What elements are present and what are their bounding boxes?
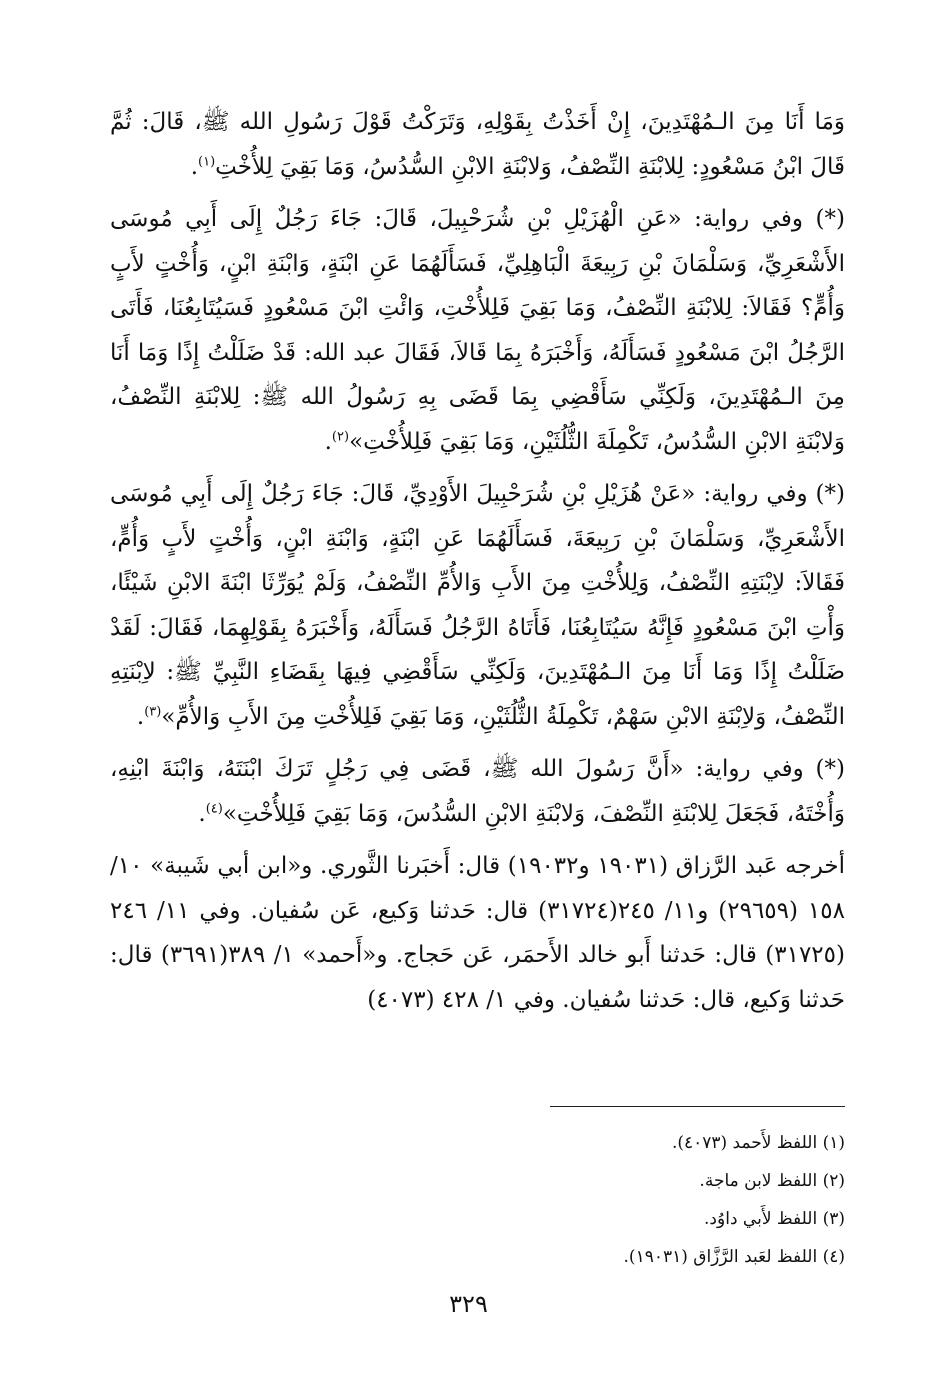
footnote-ref[interactable]: (٢): [331, 428, 350, 444]
footnotes: [110, 1124, 845, 1276]
footnote: (٣) اللفظ لأَبي داوُد.: [704, 1209, 845, 1229]
paragraph: (*) وفي رواية: «عَنْ هُزَيْلِ بْنِ شُرَحْبِيلَ الأَوْدِيِّ، قَالَ: جَاءَ رَجُلٌ إِلَى أَبِي مُوسَى الأَشْعَرِيِّ، وَسَلْمَانَ بْنِ رَبِيعَةَ، فَسَأَلَهُمَا عَنِ ابْنَةٍ، وَابْنَةِ ابْنٍ، وَأُخْتٍ لأَبٍ وَأُمٍّ، فَقَالاَ: لاِبْنَتِهِ النِّصْفُ، وَلِلأُخْتِ مِنَ الأَبِ وَالأُمِّ النِّصْفُ، وَلَمْ يُوَرِّثَا ابْنَةَ الابْنِ شَيْئًا، وَأْتِ ابْنَ مَسْعُودٍ فَإِنَّهُ سَيُتَابِعُنَا، فَأَتَاهُ الرَّجُلُ فَسَأَلَهُ، وَأَخْبَرَهُ بِقَوْلِهِمَا، فَقَالَ: لَقَدْ ضَلَلْتُ إِذًا وَمَا أَنَا مِنَ الـمُهْتَدِينَ، وَلَكِنِّي سَأَقْضِي فِيهَا بِقَضَاءِ النَّبِيِّ ﷺ: لاِبْنَتِهِ النِّصْفُ، وَلاِبْنَةِ الابْنِ سَهْمٌ، تَكْمِلَةُ الثُّلُثَيْنِ، وَمَا بَقِيَ فَلِلأُخْتِ مِنَ الأَبِ وَالأُمِّ»$^{(٣)}$.: [110, 481, 845, 730]
page-number: ٣٢٩: [449, 1290, 488, 1318]
paragraph: (*) وفي رواية: «عَنِ الْهُزَيْلِ بْنِ شُرَحْبِيلَ، قَالَ: جَاءَ رَجُلٌ إِلَى أَبِي مُوسَى الأَشْعَرِيِّ، وَسَلْمَانَ بْنِ رَبِيعَةَ الْبَاهِلِيِّ، فَسَأَلَهُمَا عَنِ ابْنَةٍ، وَابْنَةِ ابْنٍ، وَأُخْتٍ لأَبٍ وَأُمٍّ؟ فَقَالاَ: لِلابْنَةِ النِّصْفُ، وَمَا بَقِيَ فَلِلأُخْتِ، وَائْتِ ابْنَ مَسْعُودٍ فَسَيُتَابِعُنَا، فَأَتَى الرَّجُلُ ابْنَ مَسْعُودٍ فَسَأَلَهُ، وَأَخْبَرَهُ بِمَا قَالاَ، فَقَالَ عبد الله: قَدْ ضَلَلْتُ إِذًا وَمَا أَنَا مِنَ الـمُهْتَدِينَ، وَلَكِنِّي سَأَقْضِي بِمَا قَضَى بِهِ رَسُولُ الله ﷺ: لِلابْنَةِ النِّصْفُ، وَلابْنَةِ الابْنِ السُّدُسُ، تَكْمِلَةَ الثُّلُثَيْنِ، وَمَا بَقِيَ فَلِلأُخْتِ»$^{(٢)}$.: [110, 206, 845, 455]
footnote-ref[interactable]: (٣): [144, 703, 162, 719]
paragraph: (*) وفي رواية: «أَنَّ رَسُولَ الله ﷺ، قَضَى فِي رَجُلٍ تَرَكَ ابْنَتَهُ، وَابْنَةَ ابْنِهِ، وَأُخْتَهُ، فَجَعَلَ لِلابْنَةِ النِّصْفَ، وَلابْنَةِ الابْنِ السُّدُسَ، وَمَا بَقِيَ فَلِلأُخْتِ»$^{(٤)}$.: [110, 756, 845, 827]
main-text: [110, 100, 845, 1022]
paragraph: وَمَا أَنَا مِنَ الـمُهْتَدِينَ، إِنْ أَخَذْتُ بِقَوْلِهِ، وَتَرَكْتُ قَوْلَ رَسُولِ الله ﷺ، قَالَ: ثُمَّ قَالَ ابْنُ مَسْعُودٍ: لِلابْنَةِ النِّصْفُ، وَلابْنَةِ الابْنِ السُّدُسُ، وَمَا بَقِيَ لِلأُخْتِ$^{(١)}$.: [110, 109, 845, 180]
footnote-ref[interactable]: (١): [198, 153, 216, 169]
paragraph: [110, 844, 845, 1022]
footnote: (٤) اللفظ لعَبد الرَّزَّاق (١٩٠٣١).: [623, 1247, 845, 1267]
footnote-separator: [550, 1106, 845, 1107]
footnote: (١) اللفظ لأَحمد (٤٠٧٣).: [671, 1133, 845, 1153]
paragraph-text: (*) وفي رواية: «عَنِ الْهُزَيْلِ بْنِ شُرَحْبِيلَ، قَالَ: جَاءَ رَجُلٌ إِلَى أَبِي مُوسَى الأَشْعَرِيِّ، وَسَلْمَانَ بْنِ رَبِيعَةَ الْبَاهِلِيِّ، فَسَأَلَهُمَا عَنِ ابْنَةٍ، وَابْنَةِ ابْنٍ، وَأُخْتٍ لأَبٍ وَأُمٍّ؟ فَقَالاَ: لِلابْنَةِ النِّصْفُ، وَمَا بَقِيَ فَلِلأُخْتِ، وَائْتِ ابْنَ مَسْعُودٍ فَسَيُتَابِعُنَا، فَأَتَى الرَّجُلُ ابْنَ مَسْعُودٍ فَسَأَلَهُ، وَأَخْبَرَهُ بِمَا قَالاَ، فَقَالَ عبد الله: قَدْ ضَلَلْتُ إِذًا وَمَا أَنَا مِنَ الـمُهْتَدِينَ، وَلَكِنِّي سَأَقْضِي بِمَا قَضَى بِهِ رَسُولُ الله ﷺ: لِلابْنَةِ النِّصْفُ، وَلابْنَةِ الابْنِ السُّدُسُ، تَكْمِلَةَ الثُّلُثَيْنِ، وَمَا بَقِيَ فَلِلأُخْتِ»: [110, 206, 845, 455]
paragraph-text: أخرجه عَبد الرَّزاق (١٩٠٣١ و١٩٠٣٢) قال: أَخبَرنا الثَّوري. و«ابن أبي شَيبة» ١٠/ ١٥٨ (٢٩٦٥٩) و١١/ ٢٤٥(٣١٧٢٤) قال: حَدثنا وَكيع، عَن سُفيان. وفي ١١/ ٢٤٦ (٣١٧٢٥) قال: حَدثنا أَبو خالد الأَحمَر، عَن حَجاج. و«أَحمد» ١/ ٣٨٩(٣٦٩١) قال: حَدثنا وَكيع، قال: حَدثنا سُفيان. وفي ١/ ٤٢٨ (٤٠٧٣): [110, 853, 846, 1013]
paragraph-text: (*) وفي رواية: «عَنْ هُزَيْلِ بْنِ شُرَحْبِيلَ الأَوْدِيِّ، قَالَ: جَاءَ رَجُلٌ إِلَى أَبِي مُوسَى الأَشْعَرِيِّ، وَسَلْمَانَ بْنِ رَبِيعَةَ، فَسَأَلَهُمَا عَنِ ابْنَةٍ، وَابْنَةِ ابْنٍ، وَأُخْتٍ لأَبٍ وَأُمٍّ، فَقَالاَ: لاِبْنَتِهِ النِّصْفُ، وَلِلأُخْتِ مِنَ الأَبِ وَالأُمِّ النِّصْفُ، وَلَمْ يُوَرِّثَا ابْنَةَ الابْنِ شَيْئًا، وَأْتِ ابْنَ مَسْعُودٍ فَإِنَّهُ سَيُتَابِعُنَا، فَأَتَاهُ الرَّجُلُ فَسَأَلَهُ، وَأَخْبَرَهُ بِقَوْلِهِمَا، فَقَالَ: لَقَدْ ضَلَلْتُ إِذًا وَمَا أَنَا مِنَ الـمُهْتَدِينَ، وَلَكِنِّي سَأَقْضِي فِيهَا بِقَضَاءِ النَّبِيِّ ﷺ: لاِبْنَتِهِ النِّصْفُ، وَلاِبْنَةِ الابْنِ سَهْمٌ، تَكْمِلَةُ الثُّلُثَيْنِ، وَمَا بَقِيَ فَلِلأُخْتِ مِنَ الأَبِ وَالأُمِّ»: [110, 481, 845, 730]
paragraph-text: (*) وفي رواية: «أَنَّ رَسُولَ الله ﷺ، قَضَى فِي رَجُلٍ تَرَكَ ابْنَتَهُ، وَابْنَةَ ابْنِهِ، وَأُخْتَهُ، فَجَعَلَ لِلابْنَةِ النِّصْفَ، وَلابْنَةِ الابْنِ السُّدُسَ، وَمَا بَقِيَ فَلِلأُخْتِ»: [110, 756, 845, 827]
paragraph-text: وَمَا أَنَا مِنَ الـمُهْتَدِينَ، إِنْ أَخَذْتُ بِقَوْلِهِ، وَتَرَكْتُ قَوْلَ رَسُولِ الله ﷺ، قَالَ: ثُمَّ قَالَ ابْنُ مَسْعُودٍ: لِلابْنَةِ النِّصْفُ، وَلابْنَةِ الابْنِ السُّدُسُ، وَمَا بَقِيَ لِلأُخْتِ: [110, 109, 845, 180]
footnote: (٢) اللفظ لابن ماجة.: [699, 1171, 845, 1191]
footnote-ref[interactable]: (٤): [205, 800, 223, 816]
